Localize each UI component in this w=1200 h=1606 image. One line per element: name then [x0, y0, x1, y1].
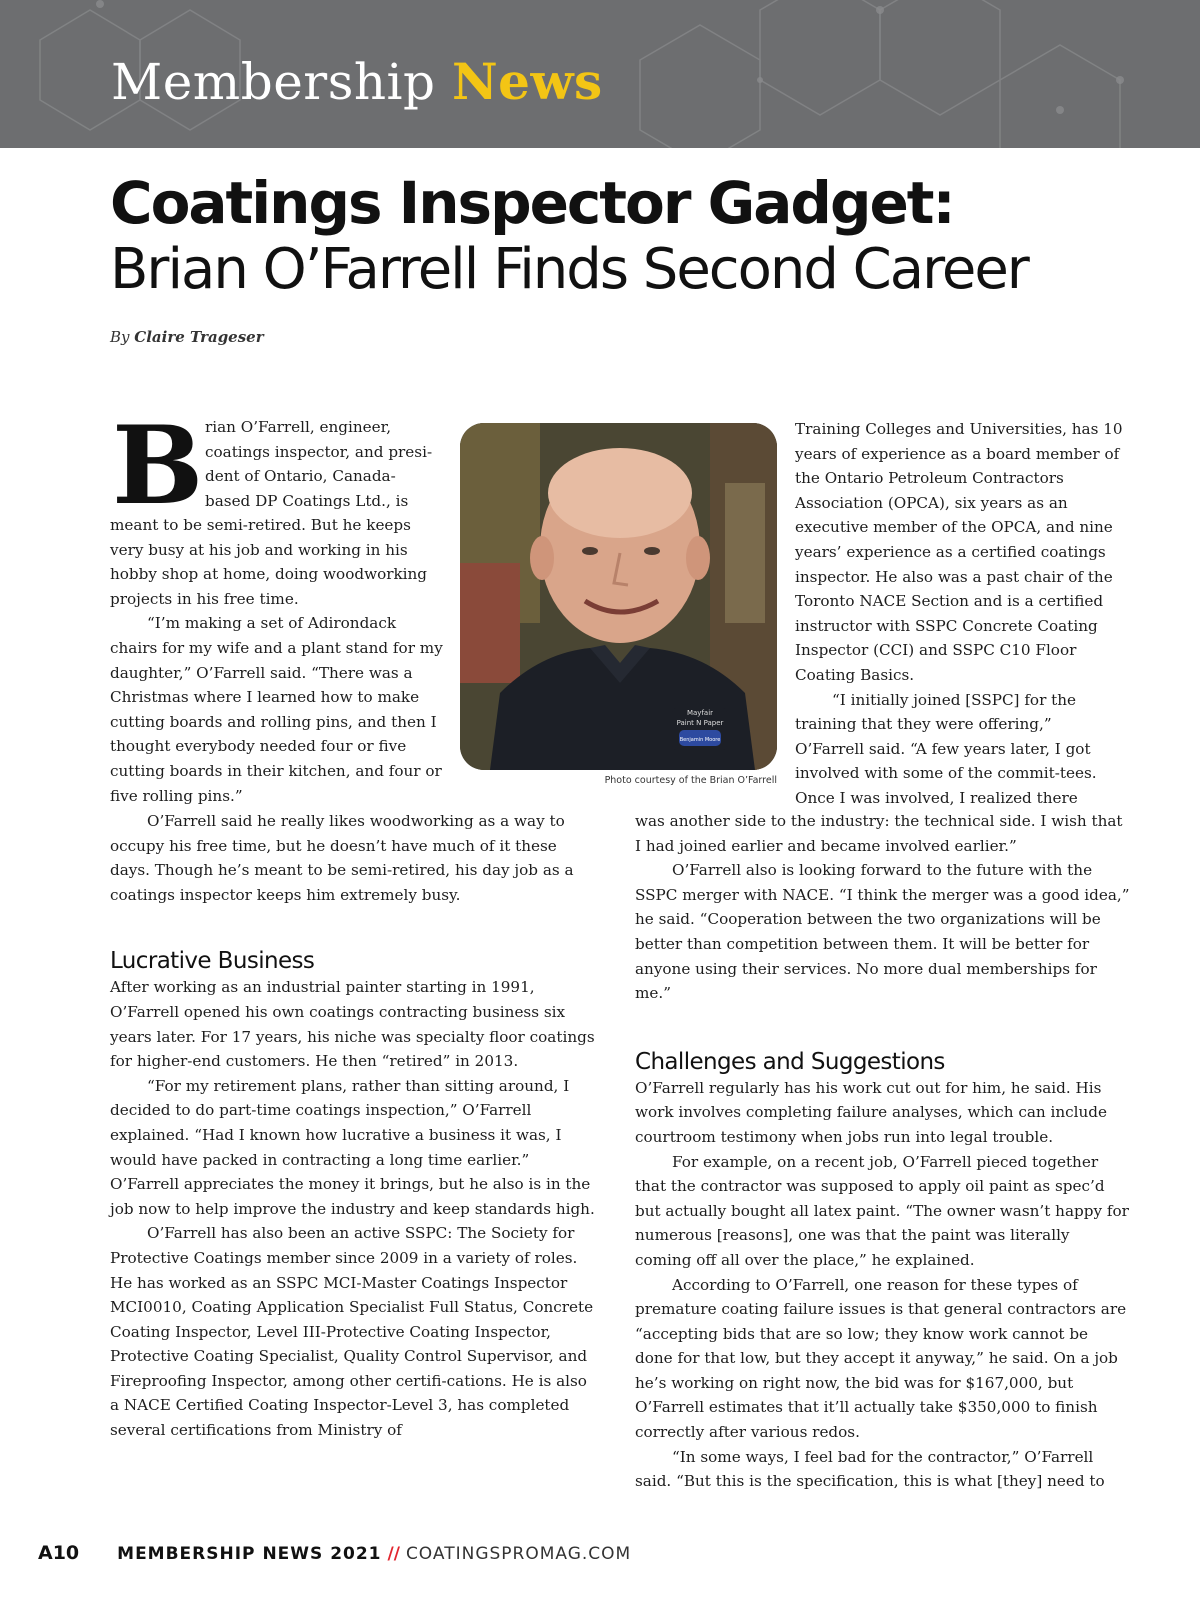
body-paragraph: Training Colleges and Universities, has 10 years of experience as a board member of the Ontario Petroleum Contractors Association (OPCA), six years as an executive member of the OPCA, and nine years’ experience as a certified coatings inspector. He also was a past chair of the Toronto NACE Section and is a certified instructor with SSPC Concrete Coating Inspector (CCI) and SSPC C10 Floor Coating Basics. [795, 420, 1123, 684]
body-paragraph: O’Farrell regularly has his work cut out for him, he said. His work involves completing failure analyses, which can include courtroom testimony when jobs run into legal trouble. [635, 1078, 1107, 1146]
body-paragraph: “In some ways, I feel bad for the contractor,” O’Farrell said. “But this is the specification, this is what [they] need to [635, 1447, 1105, 1491]
body-paragraph: O’Farrell has also been an active SSPC: The Society for Protective Coatings member since 2009 in a variety of roles. He has worked as an SSPC MCI-Master Coatings Inspector MCI0010, Coating Application Specialist Full Status, Concrete Coating Inspector, Level III-Protective Coating Inspector, Protective Coating Specialist, Quality Control Supervisor, and Fireproofing Inspector, among other certifi-cations. He is also a NACE Certified Coating Inspector-Level 3, has completed several certifications from Ministry of [110, 1224, 594, 1440]
body-paragraph: According to O’Farrell, one reason for these types of premature coating failure issues is that general contractors are “accepting bids that are so low; they know work cannot be done for that low, but they accept it anyway,” he said. On a job he’s working on right now, the bid was for $167,000, but O’Farrell estimates that it’ll actually take $350,000 to finish correctly after various redos. [635, 1275, 1127, 1442]
left-column-wrapped [110, 513, 445, 808]
intro-line: rian O’Farrell, engineer, [205, 418, 392, 436]
intro-line: dent of Ontario, Canada- [205, 467, 396, 486]
shirt-logo-line1: Mayfair [686, 709, 714, 717]
body-paragraph: After working as an industrial painter starting in 1991, O’Farrell opened his own coatings contracting business six years later. For 17 years, his niche was specialty floor coatings for higher-end customers. He then “retired” in 2013. [110, 978, 595, 1071]
body-paragraph: O’Farrell also is looking forward to the future with the SSPC merger with NACE. “I think the merger was a good idea,” he said. “Cooperation between the two organizations will be better than competition between them. It will be better for anyone using their services. No more dual memberships for me.” [635, 861, 1130, 1003]
body-paragraph: “I’m making a set of Adirondack chairs for my wife and a plant stand for my daughter,” O’Farrell said. “There was a Christmas where I learned how to make cutting boards and rolling pins, and then I thought everybody needed four or five cutting boards in their kitchen, and four or five rolling pins.” [110, 614, 443, 805]
photo-caption: Photo courtesy of the Brian O’Farrell [604, 775, 777, 786]
right-column-wrapped [795, 417, 1125, 811]
body-paragraph: “For my retirement plans, rather than sitting around, I decided to do part-time coatings inspection,” O’Farrell explained. “Had I known how lucrative a business it was, I would have packed in contracting a long time earlier.” O’Farrell appreciates the money it brings, but he also is in the job now to help improve the industry and keep standards high. [110, 1076, 595, 1218]
section-title [111, 52, 603, 112]
intro-line: coatings inspector, and presi- [205, 442, 433, 461]
intro-block [205, 415, 445, 513]
section-heading-challenges: Challenges and Suggestions [635, 1048, 945, 1075]
page-number: A10 [38, 1542, 80, 1564]
footer-separator: // [387, 1544, 400, 1564]
drop-cap: B [112, 403, 204, 529]
body-paragraph: was another side to the industry: the technical side. I wish that I had joined earlier and became involved earlier.” [635, 812, 1123, 855]
right-column-full [635, 809, 1130, 1494]
publication-name: MEMBERSHIP NEWS 2021 [117, 1544, 382, 1564]
body-paragraph: For example, on a recent job, O’Farrell pieced together that the contractor was supposed to apply oil paint as spec’d but actually bought all latex paint. “The owner wasn’t happy for numerous [reasons], one was that the paint was literally coming off all over the place,” he explained. [635, 1152, 1129, 1269]
section-title-accent: News [451, 52, 603, 111]
article-headline: Coatings Inspector Gadget: [110, 169, 954, 237]
byline [110, 328, 264, 346]
portrait-photo [460, 423, 777, 770]
shirt-logo-line2: Paint N Paper [676, 719, 724, 727]
body-paragraph: O’Farrell said he really likes woodworking as a way to occupy his free time, but he doesn’t have much of it these days. Though he’s meant to be semi-retired, his day job as a coatings inspector keeps him extremely busy. [110, 812, 574, 904]
article-subheadline: Brian O’Farrell Finds Second Career [110, 237, 1028, 302]
section-heading-lucrative-business: Lucrative Business [110, 948, 315, 975]
website-link[interactable]: COATINGSPROMAG.COM [405, 1544, 632, 1564]
header-banner [0, 0, 1200, 148]
body-paragraph: meant to be semi-retired. But he keeps very busy at his job and working in his hobby shop at home, doing woodworking projects in his free time. [110, 516, 428, 608]
shirt-badge: Benjamin Moore [679, 737, 721, 743]
left-column-full [110, 809, 600, 1443]
intro-line: based DP Coatings Ltd., is [205, 491, 409, 510]
page-footer [38, 1538, 631, 1568]
byline-author: Claire Trageser [134, 328, 264, 346]
byline-prefix: By [110, 328, 130, 346]
body-paragraph: “I initially joined [SSPC] for the training that they were offering,” O’Farrell said. “A few years later, I got involved with some of the commit-tees. Once I was involved, I realized there [795, 690, 1097, 807]
section-title-prefix: Membership [111, 53, 436, 111]
portrait-illustration [460, 423, 777, 770]
